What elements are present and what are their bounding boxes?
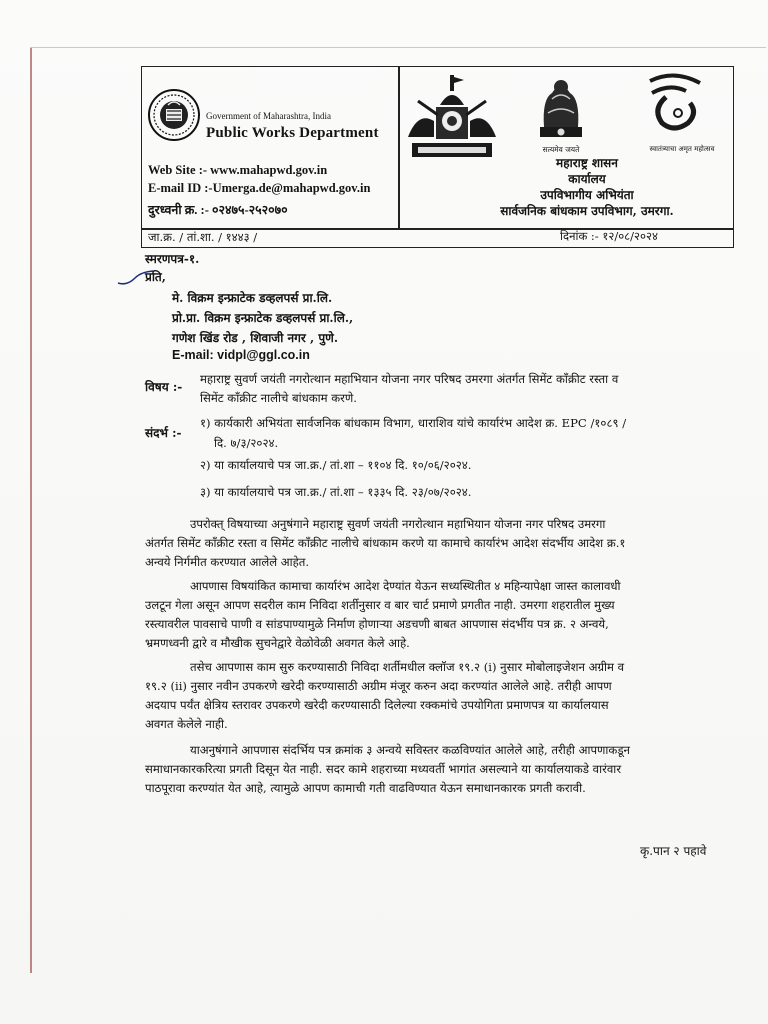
reference-item: १) कार्यकारी अभियंता सार्वजनिक बांधकाम विभाग, धाराशिव यांचे कार्यारंभ आदेश क्र. EPC /१०८९ / — [200, 416, 627, 430]
paragraph-line: उपरोक्त् विषयाच्या अनुषंगाने महाराष्ट्र सुवर्ण जयंती नगरोत्थान महाभियान योजना नगर परिषद उमरगा — [190, 517, 606, 531]
addressee-line: मे. विक्रम इन्फ्राटेक डव्हलपर्स प्रा.लि. — [172, 291, 333, 305]
addressee-email: E-mail: vidpl@ggl.co.in — [172, 348, 310, 362]
paper-edge — [30, 48, 32, 973]
to-label: प्रति, — [145, 270, 166, 284]
paragraph-line: अंतर्गत सिमेंट कॉंक्रीट रस्ता व सिमेंट कॉंक्रीट नालीचे बांधकाम करणे या कामाचे कार्यारंभ आदेश संदर्भीय आदेश क्र.१ — [145, 536, 626, 550]
office-line: महाराष्ट्र शासन — [556, 156, 618, 170]
letter-date — [560, 229, 658, 244]
paragraph-line: उलटून गेला असून आपण सदरील काम निविदा शर्तीनुसार व बार चार्ट प्रमाणे प्रगतीत नाही. उमरगा शहरातील मुख्य — [145, 598, 615, 612]
reference-item: २) या कार्यालयाचे पत्र जा.क्र./ तां.शा – ११०४ दि. १०/०६/२०२४. — [200, 458, 472, 472]
website-value: www.mahapwd.gov.in — [210, 163, 328, 177]
letterhead-divider — [398, 67, 400, 229]
office-line: उपविभागीय अभियंता — [540, 188, 634, 202]
subject-line: महाराष्ट्र सुवर्ण जयंती नगरोत्थान महाभियान योजना नगर परिषद उमरगा अंतर्गत सिमेंट कॉंक्रीट रस्ता व — [200, 372, 619, 386]
reference-label: संदर्भ :- — [145, 426, 182, 440]
government-line: Government of Maharashtra, India — [206, 111, 331, 121]
paragraph-line: समाधानकारकरित्या प्रगती दिसून येत नाही. सदर कामे शहराच्या मध्यवर्ती भागांत असल्याने या कार्यालयाकडे वारंवार — [145, 762, 622, 776]
date-label: दिनांक :- — [560, 229, 599, 243]
paragraph-line: तसेच आपणास काम सुरु करण्यासाठी निविदा शर्तीमधील क्लॉज १९.२ (i) नुसार मोबोलाइजेशन अग्रीम व — [190, 660, 625, 674]
page-turn-note: कृ.पान २ पहावे — [640, 844, 707, 858]
paragraph-line: १९.२ (ii) नुसार नवीन उपकरणे खरेदी करण्यासाठी अग्रीम मंजूर करुन अदा करण्यांत आलेले आहे. तरीही आपण — [145, 679, 612, 693]
reference-item: दि. ७/३/२०२४. — [214, 436, 279, 450]
email-label: E-mail ID :- — [148, 181, 213, 195]
body-paragraph — [145, 577, 725, 653]
office-line: सार्वजनिक बांधकाम उपविभाग, उमरगा. — [500, 204, 674, 218]
paragraph-line: अदयाप पर्यंत क्षेत्रिय स्तरावर उपकरणे खरेदी करण्यासाठी दिलेल्या रक्कमांचे उपयोगिता प्रमाणपत्र या कार्यालयास — [145, 698, 609, 712]
addressee-line: गणेश खिंड रोड , शिवाजी नगर , पुणे. — [172, 331, 339, 345]
paragraph-line: आपणास विषयांकित कामाचा कार्यारंभ आदेश देण्यांत येऊन सध्यस्थितीत ४ महिन्यापेक्षा जास्त कालावधी — [190, 579, 621, 593]
date-value: १२/०८/२०२४ — [602, 229, 658, 243]
paper-top-edge — [30, 47, 766, 48]
paragraph-line: अन्वये निर्गमीत करण्यात आलेले आहेत. — [145, 555, 310, 569]
phone-line — [148, 201, 288, 218]
paragraph-line: भ्रमणध्वनी द्वारे व मौखीक सुचनेद्वारे वेळोवेळी अवगत केले आहे. — [145, 636, 410, 650]
body-paragraph — [145, 515, 725, 572]
letterhead-box — [141, 66, 734, 248]
azadi-caption: स्वातंत्र्याचा अमृत महोत्सव — [649, 145, 715, 153]
paragraph-line: अवगत केलेले नाही. — [145, 717, 228, 731]
paragraph-line: रस्त्यावरील पावसाचे पाणी व सांडपाण्यामुळे निर्माण होणाऱ्या अडचणी बाबत आपणास संदर्भीय पत्र क्र. २ अन्वये, — [145, 617, 609, 631]
phone-value: ०२४७५-२५२०७० — [212, 203, 288, 217]
subject-line: सिमेंट कॉंक्रीट नालीचे बांधकाम करणे. — [200, 391, 357, 405]
website-line — [148, 163, 327, 178]
paragraph-line: याअनुषंगाने आपणास संदर्भिय पत्र क्रमांक ३ अन्वये सविस्तर कळविण्यांत आलेले आहे, तरीही आपणाकडून — [190, 743, 630, 757]
maharashtra-emblem-icon — [404, 71, 500, 163]
email-value: Umerga.de@mahapwd.gov.in — [212, 181, 371, 195]
azadi-mahotsav-logo-icon — [644, 73, 708, 133]
reference-item: ३) या कार्यालयाचे पत्र जा.क्र./ तां.शा – १३३५ दि. २३/०७/२०२४. — [200, 485, 472, 499]
email-line — [148, 181, 370, 196]
body-paragraph — [145, 741, 725, 798]
office-block — [442, 155, 732, 219]
office-line: कार्यालय — [568, 172, 606, 186]
reference-number: जा.क्र. / तां.शा. / १४४३ / — [148, 230, 258, 244]
addressee-line: प्रो.प्रा. विक्रम इन्फ्राटेक डव्हलपर्स प्रा.लि., — [172, 311, 354, 325]
ashoka-emblem-icon — [530, 69, 592, 149]
department-title: Public Works Department — [206, 125, 379, 141]
reminder-heading: स्मरणपत्र-१. — [145, 252, 200, 266]
website-label: Web Site :- — [148, 163, 208, 177]
maharashtra-seal-icon — [148, 89, 200, 141]
body-paragraph — [145, 658, 725, 734]
emblem-caption: सत्यमेव जयते — [542, 145, 580, 154]
phone-label: दुरध्वनी क्र. :- — [148, 203, 209, 217]
subject-label: विषय :- — [145, 380, 183, 394]
paragraph-line: पाठपूरावा करण्यांत येत आहे, त्यामुळे आपण कामाची गती वाढविण्यात येऊन समाधानकारक प्रगती करावी. — [145, 781, 586, 795]
